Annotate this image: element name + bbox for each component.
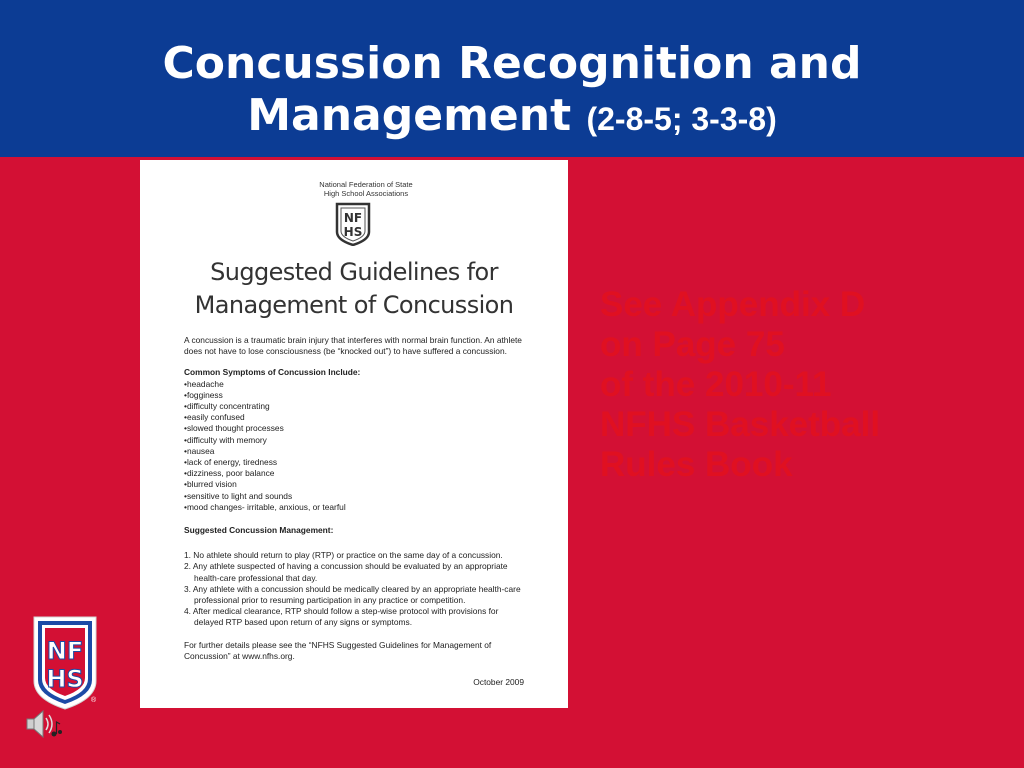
svg-text:HS: HS [343,225,363,239]
management-heading: Suggested Concussion Management: [184,525,334,536]
appendix-line2: on Page 75 [600,325,785,364]
guidelines-document-image [140,160,568,708]
symptom-item: • sensitive to light and sounds [184,491,524,502]
document-date: October 2009 [473,677,524,687]
svg-text:HS: HS [46,665,84,693]
symptom-item: • lack of energy, tiredness [184,457,524,468]
document-org-line2: High School Associations [323,189,409,198]
appendix-line3: of the 2010-11 [600,365,832,404]
further-details-note: For further details please see the “NFHS Suggested Guidelines for Management of Concussion” at www.nfhs.org. [184,639,492,661]
management-step: 3. Any athlete with a concussion should be medically cleared by an appropriate health-care professional prior to resuming participation in any practice or competition. [184,583,521,606]
symptom-item: • dizziness, poor balance [184,468,524,479]
appendix-line5: Rules Book [600,445,793,484]
document-org-line1: National Federation of State [319,180,413,189]
registered-mark: ® [91,697,97,704]
document-title [140,256,568,322]
document-body [184,335,524,662]
appendix-line1: See Appendix D [600,285,866,324]
document-title-line2: Management of Concussion [194,291,514,319]
document-title-line1: Suggested Guidelines for [210,258,498,286]
appendix-reference-note [600,285,1000,485]
symptom-item: • blurred vision [184,479,524,490]
symptom-item: • mood changes- irritable, anxious, or tearful [184,502,524,513]
symptom-item: • difficulty concentrating [184,401,524,412]
slide-header [0,0,1024,157]
document-organization [140,180,568,198]
symptoms-list [184,379,524,513]
speaker-with-notes-icon[interactable] [25,707,65,746]
management-step: 1. No athlete should return to play (RTP) or practice on the same day of a concussion. [184,550,503,561]
document-intro: A concussion is a traumatic brain injury that interferes with normal brain function. An athlete does not have to lose consciousness (be “knocked out”) to have suffered a concussion. [184,335,522,357]
symptom-item: • nausea [184,446,524,457]
svg-text:NF: NF [46,637,84,665]
symptom-item: • difficulty with memory [184,435,524,446]
symptom-item: • headache [184,379,524,390]
management-step: 4. After medical clearance, RTP should follow a step-wise protocol with provisions for delayed RTP based upon return of any signs or symptoms. [184,606,499,628]
symptom-item: • slowed thought processes [184,423,524,434]
nfhs-shield-logo [32,615,98,716]
symptoms-heading: Common Symptoms of Concussion Include: [184,367,361,378]
slide-title-word: Management [247,90,572,141]
slide-title-line1: Concussion Recognition and [162,38,862,89]
management-step: 2. Any athlete suspected of having a concussion should be evaluated by an appropriate health-care professional that day. [184,561,508,583]
svg-text:NF: NF [343,211,363,225]
symptom-item: • fogginess [184,390,524,401]
management-steps-list [184,550,524,628]
slide-title-rule-reference: (2-8-5; 3-3-8) [586,101,777,137]
nfhs-shield-logo-small [335,202,371,251]
slide-title-line2 [0,90,1024,145]
appendix-line4: NFHS Basketball [600,405,881,444]
symptom-item: • easily confused [184,412,524,423]
